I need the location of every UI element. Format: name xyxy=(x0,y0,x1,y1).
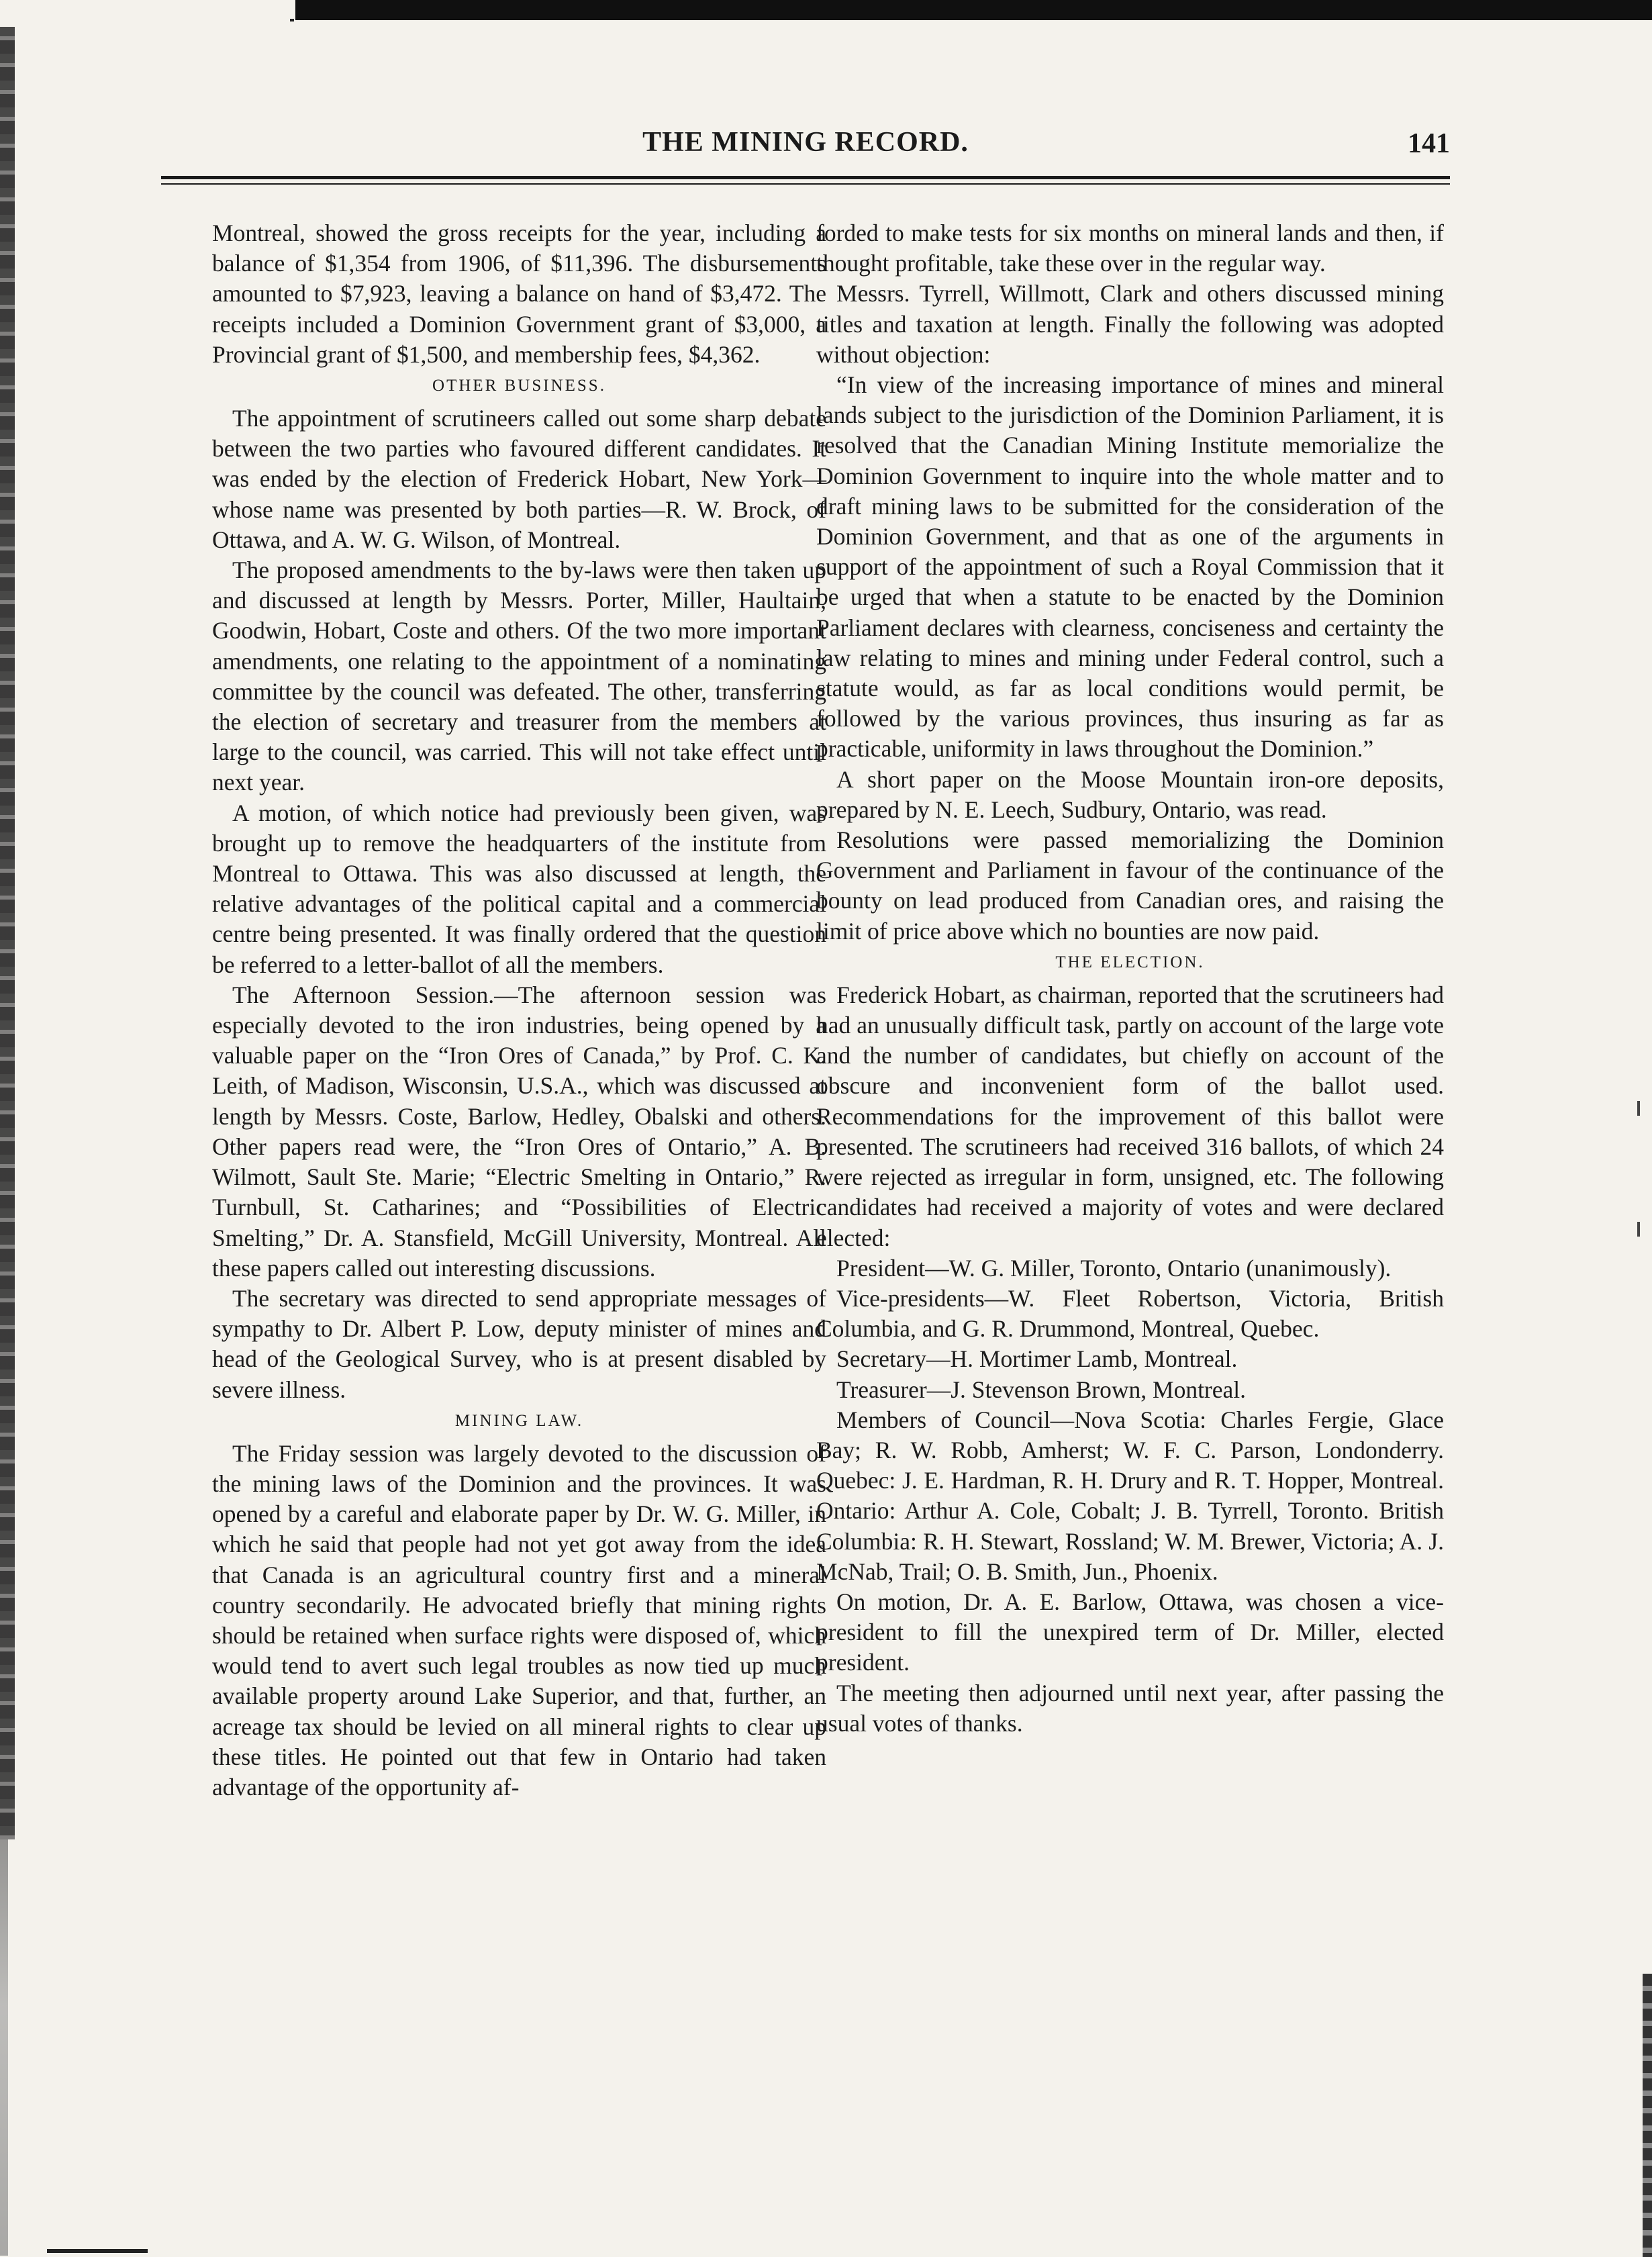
paragraph: The Friday session was largely devoted to the discussion of the mining laws of the Dominion and the provinces. It was opened by a careful and elaborate paper by Dr. W. G. Miller, in which he said that people had not yet got away from the idea that Canada is an agricultural country first and a mineral country secondarily. He advocated briefly that mining rights should be retained when surface rights were disposed of, which would tend to avert such legal troubles as now tied up much available property around Lake Superior, and that, further, an acreage tax should be levied on all mineral rights to clear up these titles. He pointed out that few in Ontario had taken advantage of the opportunity af- xyxy=(212,1439,826,1800)
scan-speck xyxy=(290,19,294,21)
page-header xyxy=(161,119,1450,173)
scan-top-border xyxy=(295,0,1652,20)
scan-binding-edge xyxy=(0,27,15,1839)
scan-binding-edge-lower xyxy=(0,1839,8,2256)
paragraph: On motion, Dr. A. E. Barlow, Ottawa, was chosen a vice-president to fill the unexpired term of Dr. Miller, elected president. xyxy=(816,1588,1444,1676)
resolution-quote: “In view of the increasing importance of mines and mineral lands subject to the jurisdiction of the Dominion Parliament, it is resolved that the Canadian Mining Institute memorialize the Dominion Government to inquire into the whole matter and to draft mining laws to be submitted for the consideration of the Dominion Government, and that as one of the arguments in support of the appointment of such a Royal Commission that it be urged that when a statute to be enacted by the Dominion Parliament declares with clearness, conciseness and certainty the law relating to mines and mining under Federal control, such a statute would, as far as local conditions would permit, be followed by the various provinces, thus insuring as far as practicable, uniformity in laws throughout the Dominion.” xyxy=(816,371,1444,763)
elected-treasurer: Treasurer—J. Stevenson Brown, Montreal. xyxy=(836,1376,1247,1403)
paragraph: Montreal, showed the gross receipts for the year, including a balance of $1,354 from 1906, of $11,396. The disbursements amounted to $7,923, leaving a balance on hand of $3,472. The receipts included a Dominion Government grant of $3,000, a Provincial grant of $1,500, and membership fees, $4,362. xyxy=(212,220,826,368)
elected-secretary: Secretary—H. Mortimer Lamb, Montreal. xyxy=(836,1345,1238,1373)
section-heading-election: THE ELECTION. xyxy=(1055,953,1205,971)
page-number: 141 xyxy=(1408,128,1450,159)
elected-vice-presidents: Vice-presidents—W. Fleet Robertson, Victoria, British Columbia, and G. R. Drummond, Montreal, Quebec. xyxy=(816,1284,1444,1343)
paragraph: The secretary was directed to send appropriate messages of sympathy to Dr. Albert P. Low, deputy minister of mines and head of the Geological Survey, who is at present disabled by severe illness. xyxy=(212,1284,826,1403)
scan-bottom-mark xyxy=(47,2249,148,2253)
paragraph: forded to make tests for six months on mineral lands and then, if thought profitable, take these over in the regular way. xyxy=(816,220,1444,277)
paragraph: A motion, of which notice had previously been given, was brought up to remove the headquarters of the institute from Montreal to Ottawa. This was also discussed at length, the relative advantages of the political capital and a commercial centre being presented. It was finally ordered that the question be referred to a letter-ballot of all the members. xyxy=(212,799,826,978)
scan-speck xyxy=(1637,1101,1640,1116)
left-column xyxy=(212,218,826,1803)
running-title: THE MINING RECORD. xyxy=(642,127,969,158)
paragraph: A short paper on the Moose Mountain iron-ore deposits, prepared by N. E. Leech, Sudbury, Ontario, was read. xyxy=(816,765,1444,823)
section-heading-other-business: OTHER BUSINESS. xyxy=(432,377,606,395)
header-rule xyxy=(161,176,1450,179)
header-rule-thin xyxy=(161,183,1450,185)
scan-speck xyxy=(1637,1222,1640,1237)
paragraph: The proposed amendments to the by-laws were then taken up and discussed at length by Messrs. Porter, Miller, Haultain, Goodwin, Hobart, Coste and others. Of the two more important amendments, one relating to the appointment of a nominating committee by the council was defeated. The other, transferring the election of secretary and treasurer from the members at large to the council, was carried. This will not take effect until next year. xyxy=(212,557,826,796)
paragraph: Messrs. Tyrrell, Willmott, Clark and others discussed mining titles and taxation at length. Finally the following was adopted without objection: xyxy=(816,280,1444,368)
section-heading-mining-law: MINING LAW. xyxy=(454,1411,584,1430)
paragraph: The meeting then adjourned until next year, after passing the usual votes of thanks. xyxy=(816,1679,1444,1737)
scan-right-edge xyxy=(1643,1974,1652,2257)
paragraph: The appointment of scrutineers called out some sharp debate between the two parties who favoured different candidates. It was ended by the election of Frederick Hobart, New York—whose name was presented by both parties—R. W. Brock, of Ottawa, and A. W. G. Wilson, of Montreal. xyxy=(212,405,826,553)
right-column xyxy=(816,218,1444,1739)
paragraph: The Afternoon Session.—The afternoon session was especially devoted to the iron industries, being opened by a valuable paper on the “Iron Ores of Canada,” by Prof. C. K. Leith, of Madison, Wisconsin, U.S.A., which was discussed at length by Messrs. Coste, Barlow, Hedley, Obalski and others. Other papers read were, the “Iron Ores of Ontario,” A. B. Wilmott, Sault Ste. Marie; “Electric Smelting in Ontario,” R. Turnbull, St. Catharines; and “Possibilities of Electric Smelting,” Dr. A. Stansfield, McGill University, Montreal. All these papers called out interesting discussions. xyxy=(212,981,826,1282)
paragraph: Resolutions were passed memorializing the Dominion Government and Parliament in favour of the continuance of the bounty on lead produced from Canadian ores, and raising the limit of price above which no bounties are now paid. xyxy=(816,826,1444,945)
elected-council: Members of Council—Nova Scotia: Charles Fergie, Glace Bay; R. W. Robb, Amherst; W. F. C. Parson, Londonderry. Quebec: J. E. Hardman, R. H. Drury and R. T. Hopper, Montreal. Ontario: Arthur A. Cole, Cobalt; J. B. Tyrrell, Toronto. British Columbia: R. H. Stewart, Rossland; W. M. Brewer, Victoria; A. J. McNab, Trail; O. B. Smith, Jun., Phoenix. xyxy=(816,1406,1444,1585)
paragraph: Frederick Hobart, as chairman, reported that the scrutineers had had an unusually difficult task, partly on account of the large vote and the number of candidates, but chiefly on account of the obscure and inconvenient form of the ballot used. Recommendations for the improvement of this ballot were presented. The scrutineers had received 316 ballots, of which 24 were rejected as irregular in form, unsigned, etc. The following candidates had received a majority of votes and were declared elected: xyxy=(816,981,1444,1251)
elected-president: President—W. G. Miller, Toronto, Ontario (unanimously). xyxy=(836,1254,1392,1282)
